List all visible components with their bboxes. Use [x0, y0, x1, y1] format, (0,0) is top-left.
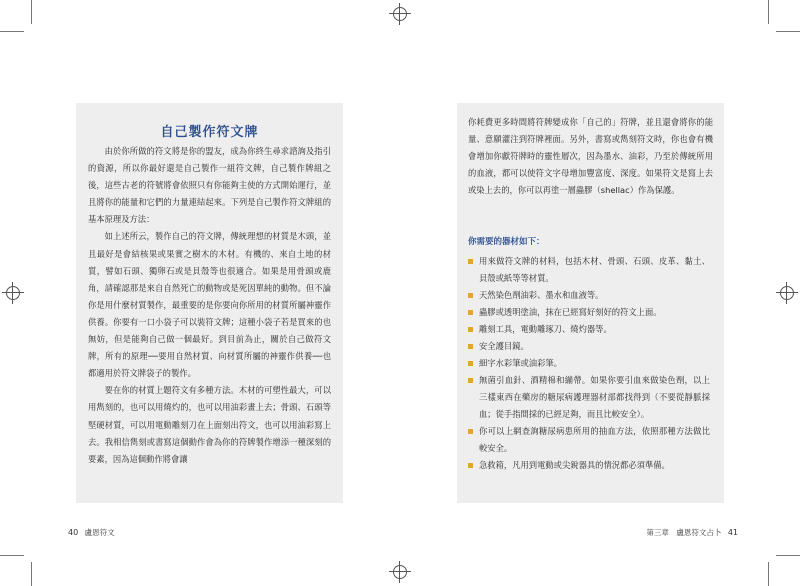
crop-mark: [768, 0, 769, 24]
square-bullet-icon: [468, 429, 473, 434]
registration-mark-icon: [2, 282, 24, 304]
sidebar-box-right: [457, 103, 724, 503]
list-item-text: 雕刻工具，電動雕琢刀、燒灼器等。: [479, 324, 612, 334]
list-item-text: 細字水彩筆或油彩筆。: [479, 358, 562, 368]
registration-mark-icon: [389, 561, 411, 583]
crop-mark: [0, 31, 24, 32]
list-item: [468, 372, 710, 423]
square-bullet-icon: [468, 259, 473, 264]
list-item: [468, 287, 710, 304]
box-title: 自己製作符文牌: [160, 125, 259, 140]
list-item-text: 蟲膠或透明塗油，抹在已經寫好刻好的符文上面。: [479, 307, 662, 317]
box-body: [88, 143, 331, 468]
list-item-text: 用來做符文牌的材料，包括木材、骨頭、石頭、皮革、黏土、貝殼或紙等等材質。: [479, 256, 710, 283]
list-item: [468, 253, 710, 287]
list-item-text: 急救箱，凡用到電動或尖銳器具的情況都必須準備。: [479, 460, 670, 470]
paragraph: 你耗費更多時間將符牌變成你「自己的」符牌，並且還會將你的能量、意願灌注到符牌裡面。另外，書寫或雋刻符文時，你也會有機會增加你獻符牌時的靈性層次，因為墨水、油彩，乃至於傳統所用的血液，都可以使符文字母增加豐富度、深度。如果符文是寫上去或染上去的，你可以再塗一層蟲膠（shellac）作為保護。: [468, 117, 713, 195]
square-bullet-icon: [468, 361, 473, 366]
page-number: 40: [68, 528, 79, 537]
page-number: 41: [727, 528, 738, 537]
square-bullet-icon: [468, 378, 473, 383]
list-item-text: 安全護目鏡。: [479, 341, 529, 351]
running-title: 盧恩符文: [84, 528, 115, 537]
paragraph: 要在你的材質上題符文有多種方法。木材的可塑性最大，可以用雋刻的，也可以用燒灼的，也可以用油彩畫上去；骨頭、石頭等堅硬材質，可以用電動雕刻刀在上面刻出符文，也可以用油彩寫上去。我相信雋刻或書寫這個動作會為你的符牌製作增添一種深刻的要素，因為這個動作將會讓: [88, 385, 331, 464]
running-title: 第三章 盧恩符文占卜: [646, 528, 722, 537]
square-bullet-icon: [468, 463, 473, 468]
right-page: [400, 0, 800, 586]
square-bullet-icon: [468, 293, 473, 298]
crop-mark: [768, 562, 769, 586]
registration-mark-icon: [776, 282, 798, 304]
paragraph: 如上述所云，製作自己的符文牌，傳統理想的材質是木頭，並且最好是會結核果或果實之樹木的木材。有機的、來自土地的材質，譬如石頭、獨卵石或是貝殼等也很適合。如果是用骨頭或鹿角，請確認那是來自自然死亡的動物或是死因單純的動物。但不論你是用什麼材質製作，最重要的是你要向你所用的材質所屬神靈作供養。你要有一口小袋子可以裝符文牌；這種小袋子若是買來的也無妨，但是能夠自己做一個最好。到目前為止，關於自己做符文牌，所有的原理──要用自然材質、向材質所屬的神靈作供養──也都適用於符文牌袋子的製作。: [88, 231, 331, 379]
registration-mark-icon: [389, 3, 411, 25]
list-item: [468, 355, 710, 372]
list-item: [468, 338, 710, 355]
crop-mark: [31, 562, 32, 586]
crop-mark: [776, 31, 800, 32]
list-item: [468, 321, 710, 338]
list-item: [468, 423, 710, 457]
requirements-list: [468, 253, 710, 474]
sidebar-box-left: [76, 103, 343, 503]
square-bullet-icon: [468, 327, 473, 332]
crop-mark: [0, 555, 24, 556]
square-bullet-icon: [468, 344, 473, 349]
list-item: [468, 457, 710, 474]
box-body: [468, 114, 713, 199]
list-item-text: 無菌引血針、酒精棉和繃帶。如果你要引血來做染色劑，以上三樣東西在藥房的糖尿病護理器材部都找得到（不要從靜脈採血；從手指間採的已經足夠，而且比較安全）。: [479, 375, 710, 419]
list-item-text: 天然染色劑油彩、墨水和血液等。: [479, 290, 604, 300]
folio-right: [646, 527, 742, 538]
requirements-heading: 你需要的器材如下：: [468, 237, 545, 247]
list-item-text: 你可以上網查詢糖尿病患所用的抽血方法，依照那種方法做比較安全。: [479, 426, 710, 453]
crop-mark: [31, 0, 32, 24]
paragraph: 由於你所做的符文將是你的盟友，成為你終生尋求諮詢及指引的資源，所以你最好還是自己製作一組符文牌，自己製作牌組之後，這些古老的符號將會依照只有你能夠主使的方式開始運行，並且將你的能量和它們的力量連結起來。下列是自己製作符文牌組的基本原理及方法：: [88, 146, 331, 225]
crop-mark: [776, 555, 800, 556]
square-bullet-icon: [468, 310, 473, 315]
list-item: [468, 304, 710, 321]
folio-left: [64, 527, 115, 538]
